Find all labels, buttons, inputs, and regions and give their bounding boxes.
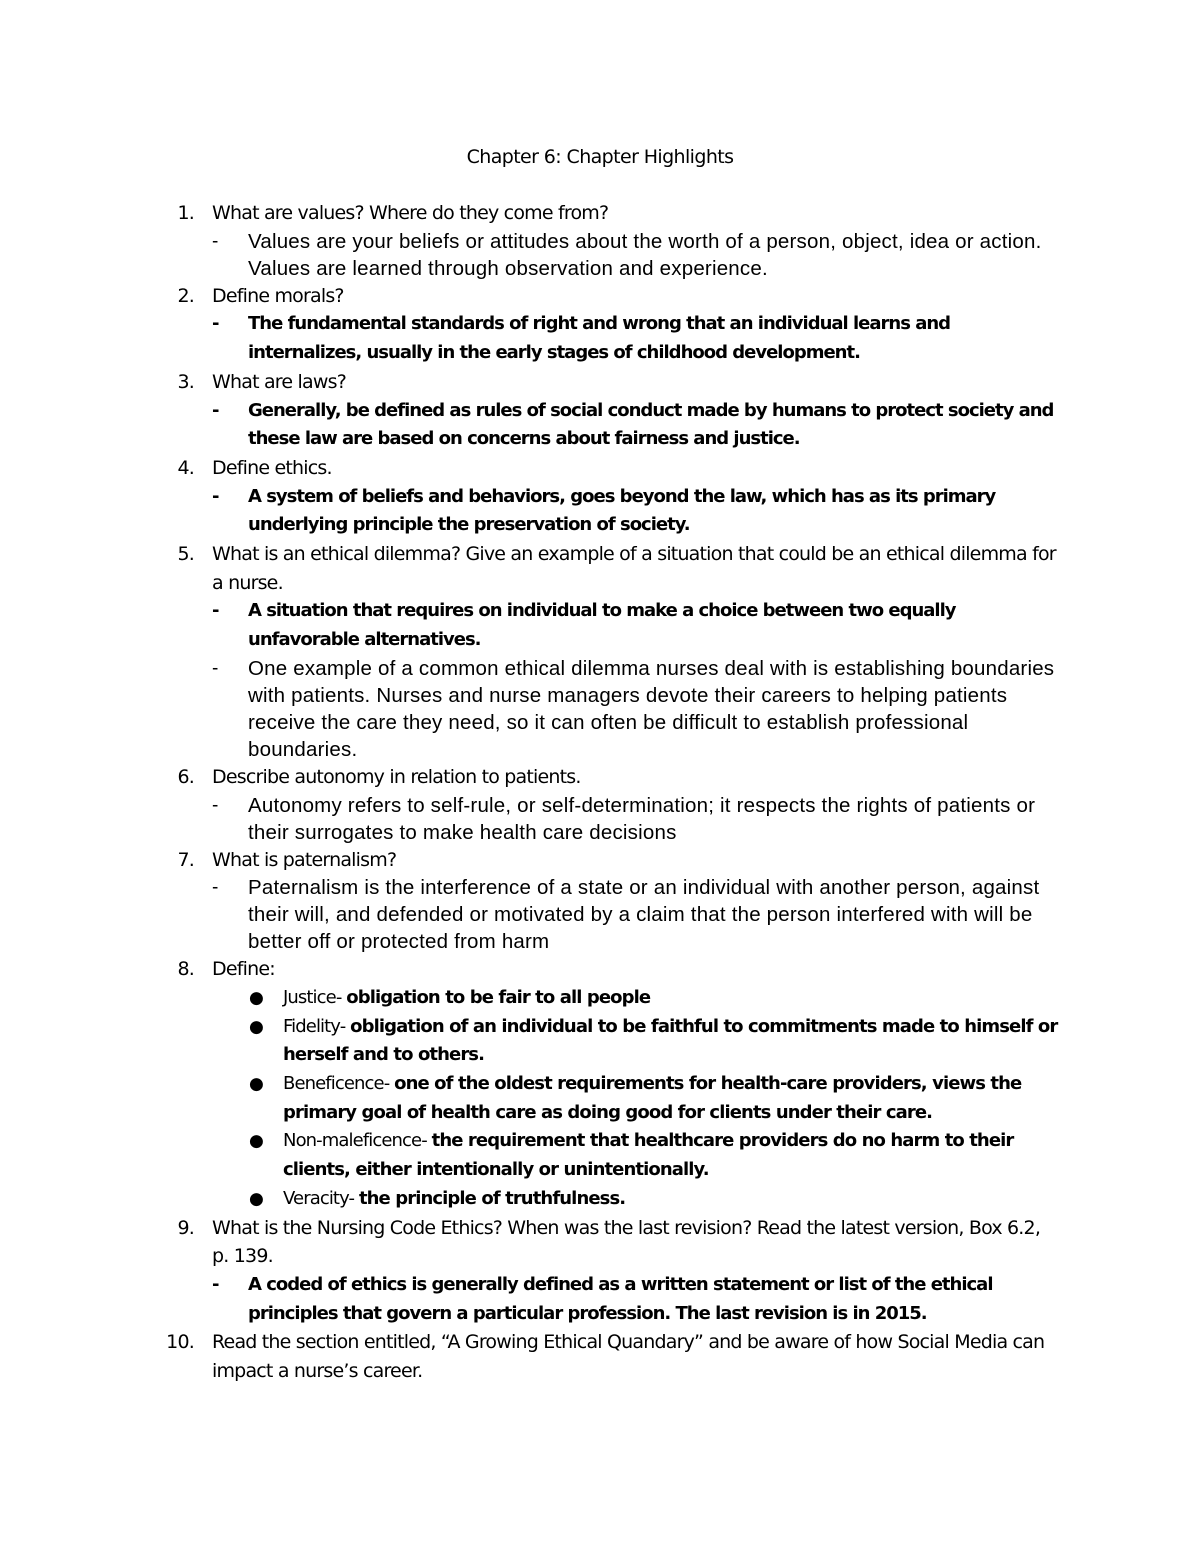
answer-item (0, 310, 1200, 367)
question-list (0, 199, 1200, 1386)
question-number: 2. (177, 284, 194, 307)
answer-item (0, 792, 1200, 846)
definition-text: obligation to be fair to all people (346, 986, 651, 1008)
answer-text: The fundamental standards of right and wrong that an individual learns and internalizes, usually in the early stages of childhood development. (248, 313, 951, 364)
definition-term: Beneficence- (283, 1073, 390, 1095)
definition-text: the principle of truthfulness. (358, 1187, 626, 1209)
question-item (0, 1328, 1200, 1385)
dash-marker: - (212, 313, 219, 335)
question-number: 5. (177, 543, 194, 566)
bullet-icon: ● (249, 1188, 263, 1209)
answer-item (0, 874, 1200, 955)
question-number: 6. (177, 765, 194, 788)
dash-marker: - (212, 657, 219, 679)
bullet-icon: ● (249, 1016, 263, 1037)
question-number: 4. (177, 456, 194, 479)
bullet-icon: ● (249, 1074, 263, 1095)
answer-item (0, 397, 1200, 454)
question-number: 1. (177, 202, 194, 224)
dash-marker: - (212, 230, 219, 252)
question-text: Describe autonomy in relation to patients. (212, 765, 581, 788)
dash-marker: - (212, 600, 219, 622)
definition-text: the requirement that healthcare providers do no harm to their clients, either intentionally or unintentionally. (283, 1130, 1014, 1181)
answer-text: A coded of ethics is generally defined as a written statement or list of the ethical principles that govern a particular profession. The last revision is in 2015. (248, 1273, 993, 1324)
question-item (0, 282, 1200, 311)
question-text: Define ethics. (212, 456, 332, 479)
answer-text: Generally, be defined as rules of social conduct made by humans to protect society and these law are based on concerns about fairness and justice. (248, 399, 1054, 450)
question-text: Read the section entitled, “A Growing Ethical Quandary” and be aware of how Social Media can impact a nurse’s career. (212, 1331, 1045, 1383)
question-number: 9. (177, 1216, 194, 1239)
question-item (0, 1214, 1200, 1271)
question-number: 10. (166, 1331, 194, 1354)
definition-item (0, 1070, 1200, 1127)
definition-text: one of the oldest requirements for health-care providers, views the primary goal of health care as doing good for clients under their care. (283, 1073, 1022, 1123)
answer-text: One example of a common ethical dilemma nurses deal with is establishing boundaries with patients. Nurses and nurse managers devote their careers to helping patients receive the care they need, so it can often be difficult to establish professional boundaries. (248, 656, 1055, 761)
question-item (0, 540, 1200, 597)
question-item (0, 454, 1200, 483)
answer-item (0, 1271, 1200, 1328)
definition-item (0, 1013, 1200, 1070)
question-text: Define morals? (212, 284, 344, 307)
question-text: What are laws? (212, 370, 346, 393)
dash-marker: - (212, 877, 219, 899)
question-text: What is an ethical dilemma? Give an example of a situation that could be an ethical dilemma for a nurse. (212, 543, 1056, 594)
question-item (0, 846, 1200, 875)
answer-item (0, 483, 1200, 540)
answer-item (0, 655, 1200, 763)
dash-marker: - (212, 794, 219, 816)
answer-text: Autonomy refers to self-rule, or self-determination; it respects the rights of patients or their surrogates to make health care decisions (248, 793, 1036, 844)
question-text: What is the Nursing Code Ethics? When was the last revision? Read the latest version, Box 6.2, p. 139. (212, 1216, 1041, 1268)
dash-marker: - (212, 485, 219, 507)
answer-text: A system of beliefs and behaviors, goes beyond the law, which has as its primary underlying principle the preservation of society. (248, 485, 996, 536)
definition-item (0, 1185, 1200, 1214)
answer-item (0, 228, 1200, 282)
question-item (0, 368, 1200, 397)
question-item (0, 955, 1200, 984)
definition-term: Veracity- (283, 1187, 355, 1209)
question-number: 7. (177, 848, 194, 871)
question-text: What are values? Where do they come from? (212, 202, 609, 224)
definition-item (0, 1127, 1200, 1184)
question-text: Define: (212, 958, 275, 981)
question-number: 3. (177, 370, 194, 393)
answer-item (0, 597, 1200, 654)
question-text: What is paternalism? (212, 848, 397, 871)
dash-marker: - (212, 1273, 219, 1295)
definition-text: obligation of an individual to be faithful to commitments made to himself or herself and to others. (283, 1015, 1058, 1066)
definition-term: Fidelity- (283, 1015, 346, 1037)
question-item (0, 763, 1200, 792)
answer-text: Values are your beliefs or attitudes about the worth of a person, object, idea or action. Values are learned through observation and experience. (248, 229, 1042, 280)
definition-item (0, 984, 1200, 1013)
answer-text: A situation that requires on individual to make a choice between two equally unfavorable alternatives. (248, 600, 956, 651)
definition-term: Justice- (283, 986, 342, 1008)
answer-text: Paternalism is the interference of a state or an individual with another person, against their will, and defended or motivated by a claim that the person interfered with will be better off or protected from harm (248, 876, 1040, 954)
dash-marker: - (212, 399, 219, 421)
question-item (0, 199, 1200, 228)
question-number: 8. (177, 958, 194, 981)
bullet-icon: ● (249, 987, 263, 1008)
page-title: Chapter 6: Chapter Highlights (466, 146, 734, 168)
bullet-icon: ● (249, 1131, 263, 1152)
definition-term: Non-maleficence- (283, 1130, 427, 1152)
